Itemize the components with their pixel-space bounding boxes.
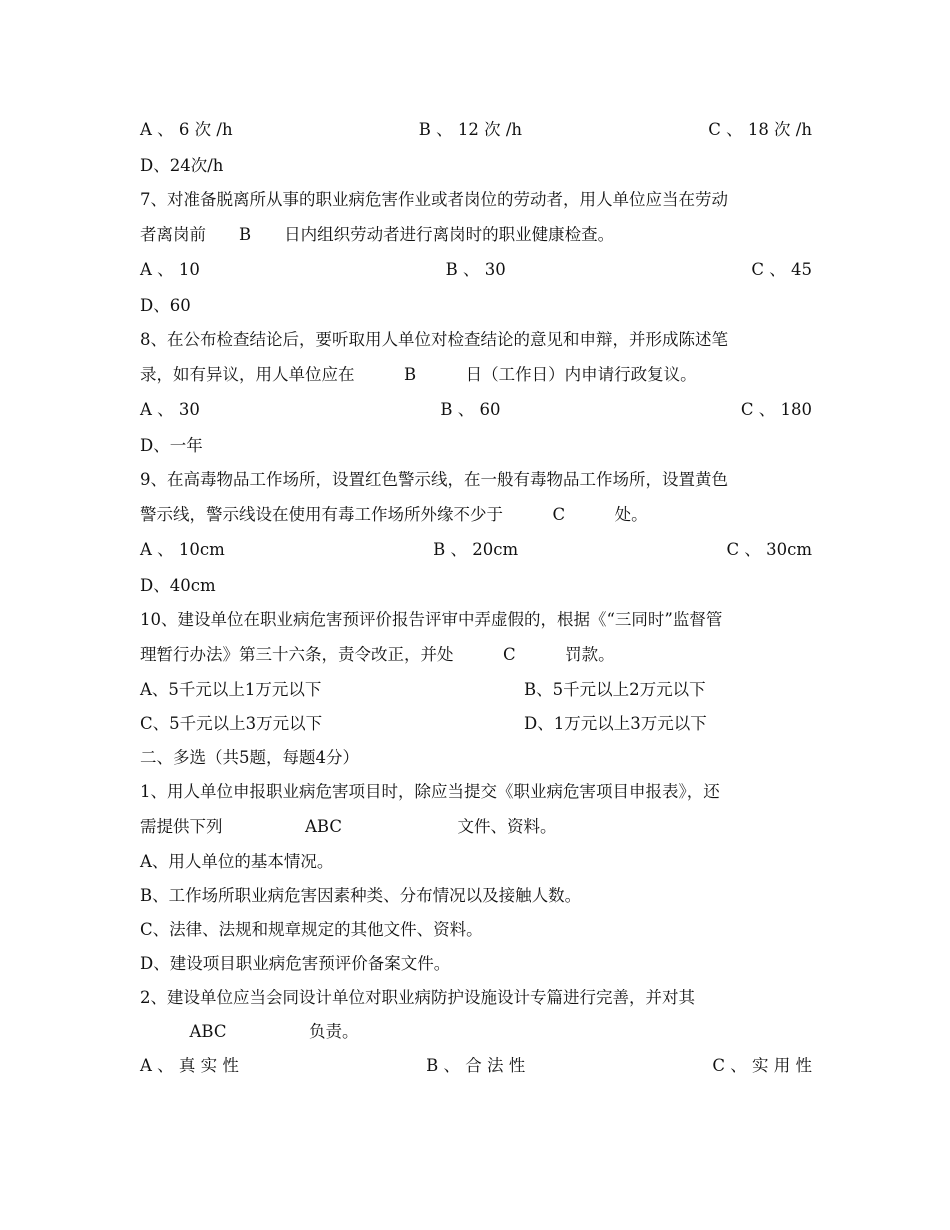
q10-text-line1: 10、建设单位在职业病危害预评价报告评审中弄虚假的，根据《“三同时”监督管: [140, 610, 723, 629]
m1-text-line1: 1、用人单位申报职业病危害项目时，除应当提交《职业病危害项目申报表》，还: [140, 782, 720, 801]
q7-text-line2: 者离岗前 B 日内组织劳动者进行离岗时的职业健康检查。: [140, 225, 615, 244]
q10-options-row1: [140, 678, 812, 702]
q8-text-line2: 录，如有异议，用人单位应在 B 日（工作日）内申请行政复议。: [140, 365, 697, 384]
q9-option-c: C 、 30cm: [726, 540, 812, 559]
m1-text-line2: 需提供下列 ABC 文件、资料。: [140, 817, 557, 836]
q9-options-row: [140, 538, 812, 562]
q9-option-d: D、40cm: [140, 576, 216, 595]
m2-options-row: [140, 1054, 812, 1078]
q7-options-row: [140, 258, 812, 282]
q7-option-c: C 、 45: [751, 260, 812, 279]
q10-option-d: D、1万元以上3万元以下: [524, 714, 707, 733]
q6-option-d: D、24次/h: [140, 156, 224, 175]
q6-options-row: [140, 118, 812, 142]
q9-option-a: A 、 10cm: [140, 540, 225, 559]
m1-option-a: A、用人单位的基本情况。: [140, 852, 334, 871]
m2-option-b: B 、 合 法 性: [426, 1056, 526, 1075]
q7-option-d: D、60: [140, 296, 191, 315]
m1-option-d: D、建设项目职业病危害预评价备案文件。: [140, 954, 451, 973]
m2-text-line1: 2、建设单位应当会同设计单位对职业病防护设施设计专篇进行完善，并对其: [140, 988, 695, 1007]
q9-text-line1: 9、在高毒物品工作场所，设置红色警示线，在一般有毒物品工作场所，设置黄色: [140, 470, 728, 489]
q6-option-b: B 、 12 次 /h: [418, 120, 523, 139]
q10-option-a: A、5千元以上1万元以下: [140, 680, 322, 699]
q10-option-c: C、5千元以上3万元以下: [140, 714, 323, 733]
m2-text-line2: ABC 负责。: [140, 1022, 359, 1041]
q8-option-d: D、一年: [140, 436, 203, 455]
q8-option-c: C 、 180: [740, 400, 812, 419]
m1-option-b: B、工作场所职业病危害因素种类、分布情况以及接触人数。: [140, 886, 582, 905]
q6-option-a: A 、 6 次 /h: [140, 120, 233, 139]
q7-option-b: B 、 30: [445, 260, 506, 279]
q9-option-b: B 、 20cm: [433, 540, 519, 559]
q7-text-line1: 7、对准备脱离所从事的职业病危害作业或者岗位的劳动者，用人单位应当在劳动: [140, 190, 728, 209]
q7-option-a: A 、 10: [140, 260, 200, 279]
m2-option-c: C 、 实 用 性: [712, 1056, 812, 1075]
q8-option-b: B 、 60: [440, 400, 501, 419]
q10-text-line2: 理暂行办法》第三十六条，责令改正，并处 C 罚款。: [140, 645, 615, 664]
q10-option-b: B、5千元以上2万元以下: [524, 680, 706, 699]
q8-options-row: [140, 398, 812, 422]
q8-option-a: A 、 30: [140, 400, 200, 419]
m2-option-a: A 、 真 实 性: [140, 1056, 239, 1075]
section2-title: 二、多选（共5题，每题4分）: [140, 748, 359, 767]
q9-text-line2: 警示线，警示线设在使用有毒工作场所外缘不少于 C 处。: [140, 505, 648, 524]
q10-options-row2: [140, 712, 812, 736]
m1-option-c: C、法律、法规和规章规定的其他文件、资料。: [140, 920, 483, 939]
q6-option-c: C 、 18 次 /h: [708, 120, 812, 139]
q8-text-line1: 8、在公布检查结论后，要听取用人单位对检查结论的意见和申辩，并形成陈述笔: [140, 330, 728, 349]
